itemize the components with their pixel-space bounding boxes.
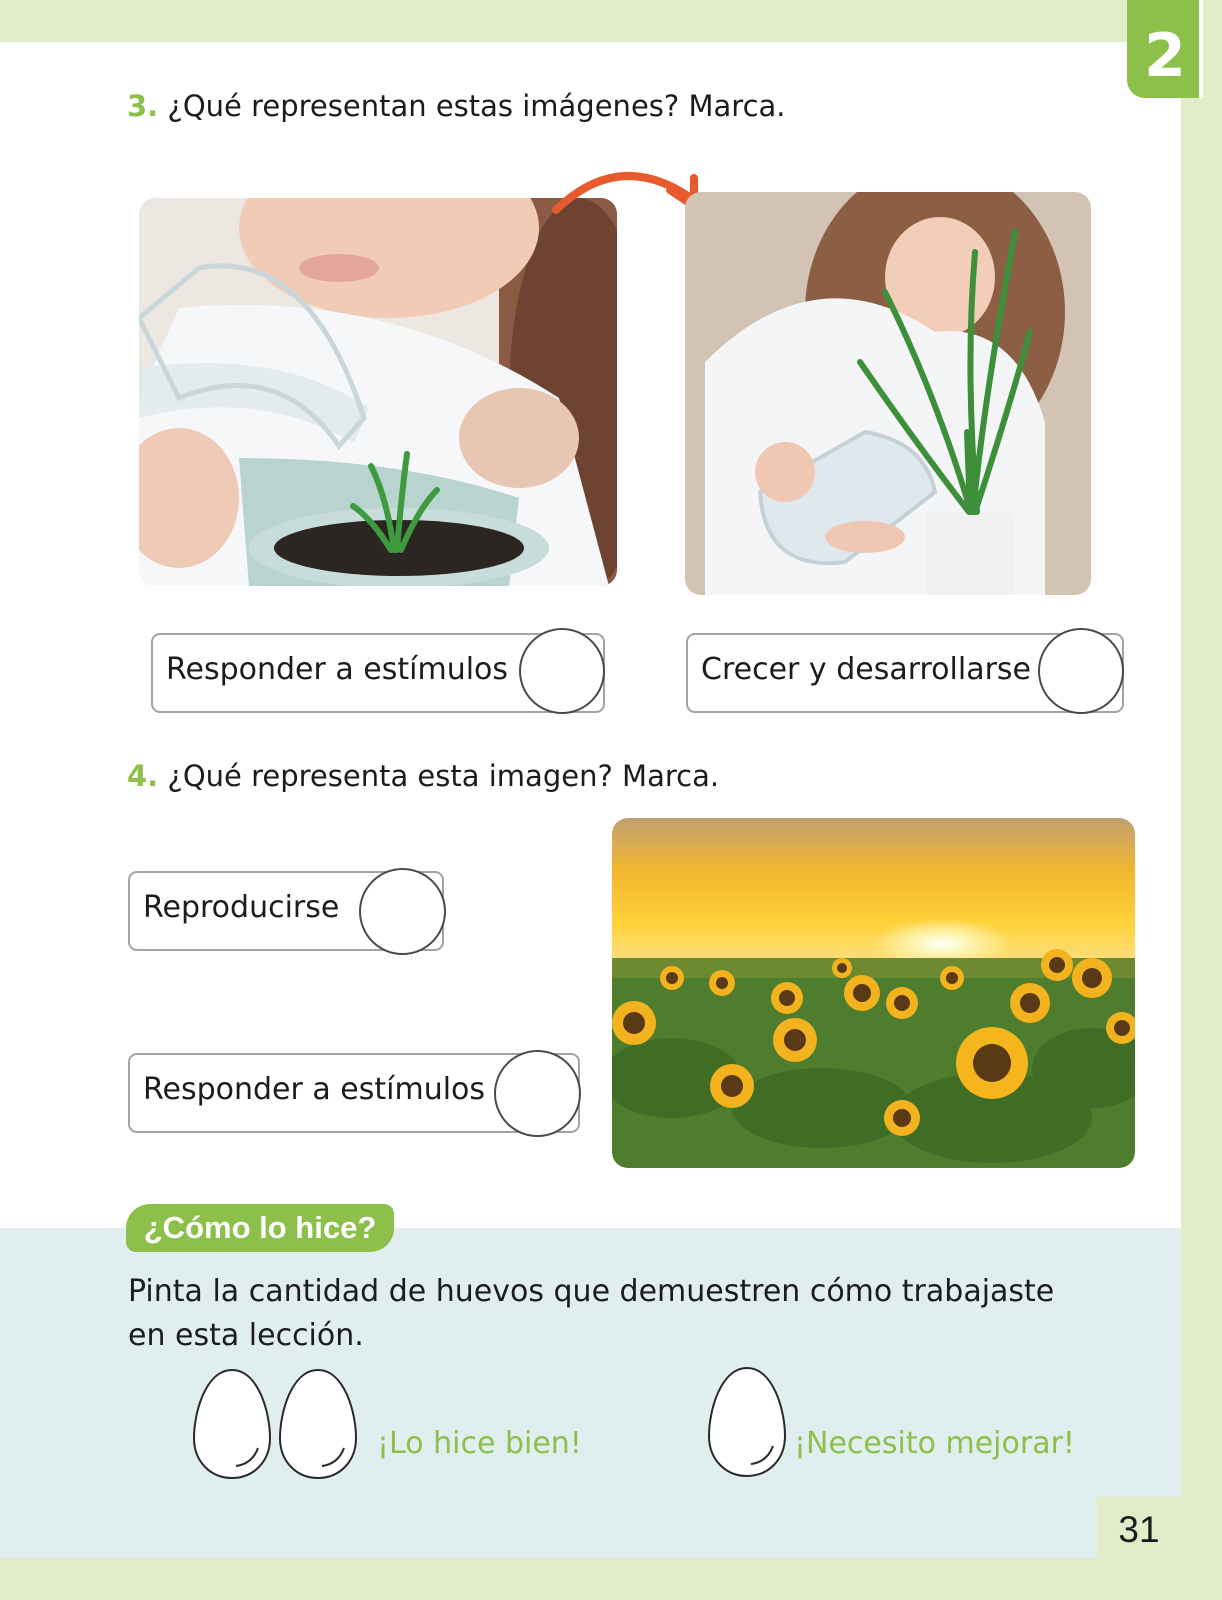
question-3-number: 3. [127, 89, 159, 123]
option-label: Responder a estímulos [143, 1072, 486, 1107]
unit-tab [1127, 0, 1203, 98]
question-4-number: 4. [127, 759, 159, 793]
question-3 [127, 88, 786, 124]
unit-number: 2 [1144, 21, 1186, 91]
option-label: Reproducirse [143, 890, 340, 925]
answer-circle-q3-responder[interactable] [519, 628, 605, 714]
photo-grown-plant [685, 192, 1091, 595]
right-margin-band [1181, 0, 1222, 1600]
egg-icon[interactable] [194, 1370, 270, 1478]
photo-sunflower-field [612, 818, 1135, 1168]
answer-circle-q4-reproducirse[interactable] [359, 868, 446, 955]
feedback-good-label: ¡Lo hice bien! [377, 1426, 582, 1461]
question-4 [127, 758, 719, 794]
bottom-band [0, 1558, 1222, 1600]
reflection-instruction: Pinta la cantidad de huevos que demuestren cómo trabajaste en esta lección. [128, 1274, 1055, 1353]
answer-circle-q4-responder[interactable] [494, 1050, 581, 1137]
option-label: Responder a estímulos [166, 652, 509, 687]
top-band [0, 0, 1222, 42]
egg-icon[interactable] [280, 1370, 356, 1478]
page-number-box [1097, 1497, 1181, 1558]
egg-icon[interactable] [709, 1368, 785, 1476]
photo-watering-seedling [139, 198, 617, 586]
option-label: Crecer y desarrollarse [701, 652, 1032, 687]
answer-circle-q3-crecer[interactable] [1038, 628, 1124, 714]
sequence-arrow-icon [548, 156, 708, 220]
egg-icons-improve [707, 1366, 789, 1478]
how-did-i-do-tag [126, 1204, 394, 1252]
question-3-text: ¿Qué representan estas imágenes? Marca. [167, 89, 786, 123]
egg-icons-good [192, 1368, 362, 1480]
question-4-text: ¿Qué representa esta imagen? Marca. [167, 759, 720, 793]
page-number: 31 [1118, 1509, 1160, 1550]
feedback-improve-label: ¡Necesito mejorar! [794, 1426, 1075, 1461]
how-did-i-do-label: ¿Cómo lo hice? [143, 1210, 377, 1245]
